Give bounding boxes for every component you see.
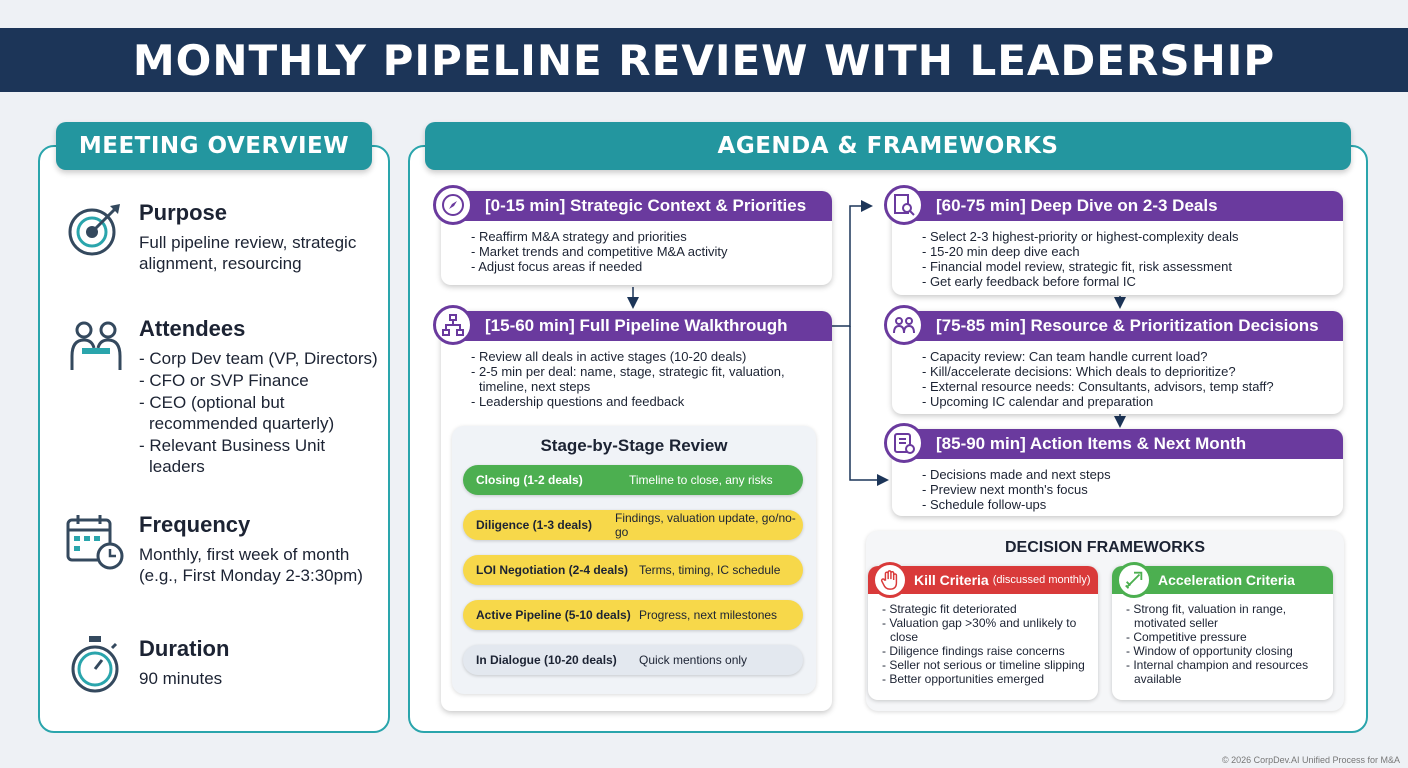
- stage-description: Quick mentions only: [639, 653, 748, 667]
- checklist-icon: [884, 423, 924, 463]
- step-details: [922, 229, 1333, 289]
- people-meeting-icon: [66, 316, 126, 376]
- decision-frameworks-title: DECISION FRAMEWORKS: [1005, 539, 1205, 556]
- step-detail-item: - Upcoming IC calendar and preparation: [922, 394, 1154, 409]
- kill-criteria-title: Kill Criteria: [914, 572, 989, 588]
- step-details: [922, 349, 1333, 409]
- acceleration-criteria-list: [1126, 602, 1327, 686]
- step-detail-item: - Get early feedback before formal IC: [922, 274, 1136, 289]
- step-details: [471, 349, 822, 409]
- team-icon: [884, 305, 924, 345]
- stage-review-title: Stage-by-Stage Review: [540, 436, 728, 455]
- decision-frameworks-box: [866, 531, 1344, 711]
- stage-name: In Dialogue (10-20 deals): [476, 653, 617, 667]
- step-detail-item: - Schedule follow-ups: [922, 497, 1047, 512]
- step-title: [15-60 min] Full Pipeline Walkthrough: [441, 311, 832, 341]
- acceleration-criteria-title: Acceleration Criteria: [1158, 572, 1295, 588]
- duration-body: 90 minutes: [139, 669, 223, 688]
- stage-name: Diligence (1-3 deals): [476, 518, 593, 532]
- agenda-step-strategic-context: [441, 191, 832, 285]
- stage-row-in-dialogue: [463, 645, 803, 675]
- step-details: [471, 229, 822, 274]
- step-detail-item: - Select 2-3 highest-priority or highest-complexity deals: [922, 229, 1239, 244]
- step-detail-item: - 2-5 min per deal: name, stage, strategic fit, valuation, timeline, next steps: [471, 364, 785, 394]
- step-title: [75-85 min] Resource & Prioritization Decisions: [892, 311, 1343, 341]
- step-detail-item: - Reaffirm M&A strategy and priorities: [471, 229, 687, 244]
- flowchart-icon: [433, 305, 473, 345]
- meeting-overview-tab: MEETING OVERVIEW: [56, 122, 372, 170]
- page-title: MONTHLY PIPELINE REVIEW WITH LEADERSHIP: [132, 35, 1276, 85]
- compass-icon: [433, 185, 473, 225]
- stage-row-active-pipeline: [463, 600, 803, 630]
- criteria-item: - Competitive pressure: [1126, 630, 1247, 644]
- stopwatch-icon: [66, 636, 126, 696]
- attendee-item: - CFO or SVP Finance: [139, 371, 309, 390]
- kill-criteria-list: [882, 602, 1092, 686]
- criteria-item: - Better opportunities emerged: [882, 672, 1045, 686]
- criteria-item: - Strategic fit deteriorated: [882, 602, 1017, 616]
- attendee-item: - Corp Dev team (VP, Directors): [139, 349, 378, 368]
- criteria-item: - Seller not serious or timeline slipping: [882, 658, 1085, 672]
- kill-criteria-card: [868, 566, 1098, 700]
- frequency-body-line-1: Monthly, first week of month: [139, 545, 350, 564]
- step-detail-item: - Review all deals in active stages (10-20 deals): [471, 349, 747, 364]
- criteria-item: - Internal champion and resources available: [1126, 658, 1309, 686]
- criteria-item: - Diligence findings raise concerns: [882, 644, 1065, 658]
- criteria-item: - Window of opportunity closing: [1126, 644, 1293, 658]
- step-title: [60-75 min] Deep Dive on 2-3 Deals: [892, 191, 1343, 221]
- stage-description: Timeline to close, any risks: [629, 473, 773, 487]
- step-detail-item: - Preview next month's focus: [922, 482, 1088, 497]
- stage-description: Findings, valuation update, go/no-go: [615, 511, 796, 539]
- copyright-footer: © 2026 CorpDev.AI Unified Process for M&A: [1221, 755, 1400, 765]
- stage-row-diligence: [463, 510, 803, 540]
- stage-name: LOI Negotiation (2-4 deals): [476, 563, 629, 577]
- title-banner: [0, 28, 1408, 92]
- stop-hand-icon: [872, 562, 908, 598]
- attendees-list: [139, 348, 379, 477]
- step-detail-item: - 15-20 min deep dive each: [922, 244, 1080, 259]
- step-details: [922, 467, 1333, 512]
- kill-criteria-note: (discussed monthly): [992, 574, 1091, 586]
- attendee-item: - CEO (optional but recommended quarterly): [139, 393, 335, 433]
- criteria-item: - Strong fit, valuation in range, motivated seller: [1126, 602, 1287, 630]
- acceleration-criteria-card: [1112, 566, 1333, 700]
- frequency-heading: Frequency: [139, 512, 251, 537]
- calendar-clock-icon: [66, 512, 126, 572]
- rocket-arrow-icon: [1116, 562, 1152, 598]
- step-detail-item: - Adjust focus areas if needed: [471, 259, 643, 274]
- criteria-item: - Valuation gap >30% and unlikely to close: [882, 616, 1077, 644]
- step-detail-item: - Market trends and competitive M&A activity: [471, 244, 728, 259]
- attendees-heading: Attendees: [139, 316, 246, 341]
- target-icon: [66, 200, 126, 260]
- stage-description: Progress, next milestones: [639, 608, 778, 622]
- stage-review-box: [452, 426, 816, 694]
- duration-heading: Duration: [139, 636, 230, 661]
- step-detail-item: - Capacity review: Can team handle current load?: [922, 349, 1208, 364]
- agenda-step-action-items: [892, 429, 1343, 516]
- agenda-frameworks-tab: AGENDA & FRAMEWORKS: [425, 122, 1351, 170]
- purpose-heading: Purpose: [139, 200, 228, 225]
- purpose-body-line-1: Full pipeline review, strategic: [139, 233, 357, 252]
- agenda-step-deep-dive: [892, 191, 1343, 295]
- step-detail-item: - Leadership questions and feedback: [471, 394, 685, 409]
- purpose-body-line-2: alignment, resourcing: [139, 254, 302, 273]
- stage-name: Active Pipeline (5-10 deals): [476, 608, 631, 622]
- frequency-body-line-2: (e.g., First Monday 2-3:30pm): [139, 566, 363, 585]
- document-search-icon: [884, 185, 924, 225]
- step-title: [85-90 min] Action Items & Next Month: [892, 429, 1343, 459]
- step-detail-item: - Decisions made and next steps: [922, 467, 1111, 482]
- stage-name: Closing (1-2 deals): [476, 473, 583, 487]
- step-detail-item: - Kill/accelerate decisions: Which deals to deprioritize?: [922, 364, 1236, 379]
- attendee-item: - Relevant Business Unit leaders: [139, 436, 326, 476]
- stage-row-loi-negotiation: [463, 555, 803, 585]
- stage-row-closing: [463, 465, 803, 495]
- step-detail-item: - Financial model review, strategic fit, risk assessment: [922, 259, 1232, 274]
- stage-description: Terms, timing, IC schedule: [639, 563, 781, 577]
- agenda-step-resource-decisions: [892, 311, 1343, 414]
- step-title: [0-15 min] Strategic Context & Priorities: [441, 191, 832, 221]
- step-detail-item: - External resource needs: Consultants, advisors, temp staff?: [922, 379, 1274, 394]
